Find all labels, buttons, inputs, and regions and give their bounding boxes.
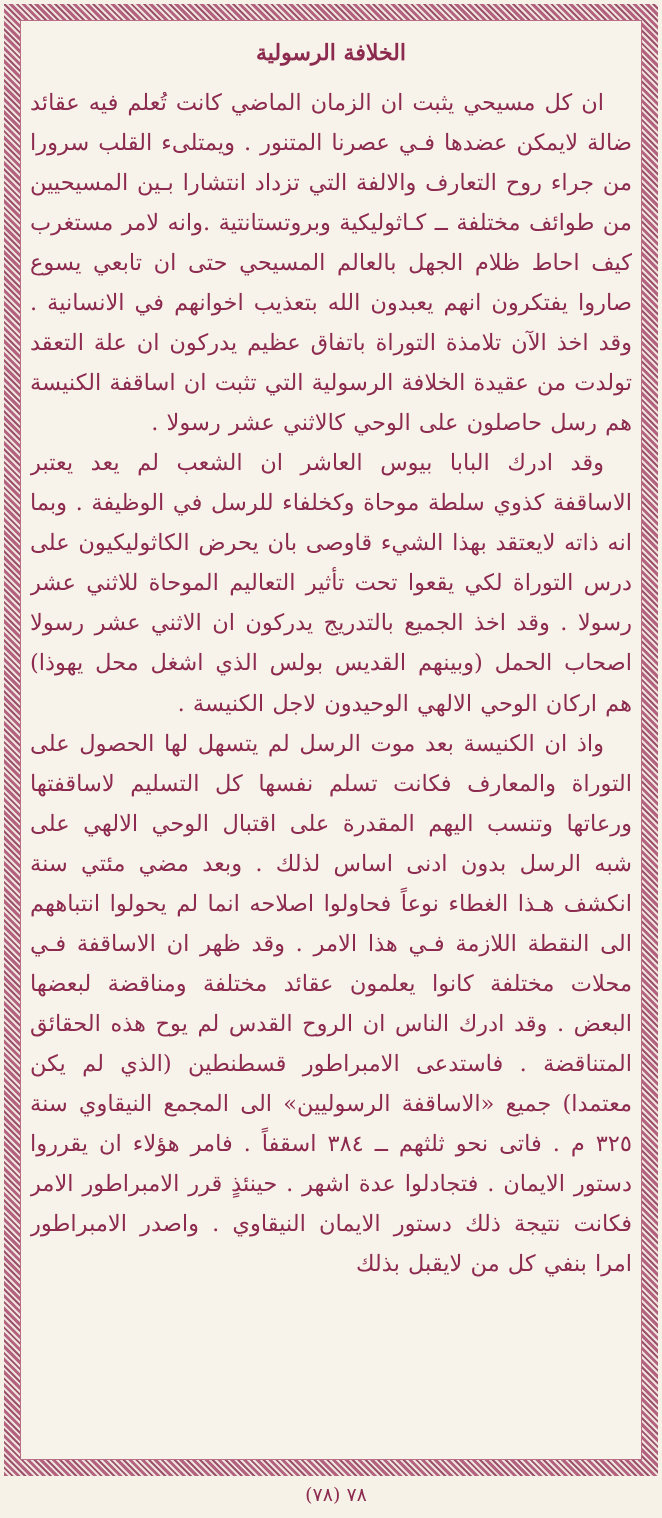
page-number-plain: ٧٨ <box>346 1484 367 1506</box>
page-title: الخلافة الرسولية <box>255 40 406 66</box>
paragraph-1: ان كل مسيحي يثبت ان الزمان الماضي كانت تُعلم فيه عقائد ضالة لايمكن عضدها فـي عصرنا المتنور . ويمتلىء القلب سرورا من جراء روح التعارف والالفة التي تزداد انتشارا بـين المسيحيين من طوائف مختلفة ــ كـاثوليكية وبروتستانتية .وانه لامر مستغرب كيف احاط ظلام الجهل بالعالم المسيحي حتى ان تابعي يسوع صاروا يفتكرون انهم يعبدون الله بتعذيب اخوانهم في الانسانية . وقد اخذ الآن تلامذة التوراة باتفاق عظيم يدركون ان علة التعقد تولدت من عقيدة الخلافة الرسولية التي تثبت ان اساقفة الكنيسة هم رسل حاصلون على الوحي كالاثني عشر رسولا . <box>30 89 632 437</box>
page-number-parenthesized: (٧٨) <box>305 1484 341 1506</box>
page-number <box>0 1484 662 1506</box>
page-content <box>30 28 632 1448</box>
paragraph-2: وقد ادرك البابا بيوس العاشر ان الشعب لم يعد يعتبر الاساقفة كذوي سلطة موحاة وكخلفاء للرسل في الوظيفة . وبما انه ذاته لايعتقد بهذا الشيء قاوصى بان يحرض الكاثوليكيون على درس التوراة لكي يقعوا تحت تأثير التعاليم الموحاة للاثني عشر رسولا . وقد اخذ الجميع بالتدريج يدركون ان الاثني عشر رسولا اصحاب الحمل (وبينهم القديس بولس الذي اشغل محل يهوذا) هم اركان الوحي الالهي الوحيدون لاجل الكنيسة . <box>30 450 632 717</box>
paragraph-3: واذ ان الكنيسة بعد موت الرسل لم يتسهل لها الحصول على التوراة والمعارف فكانت تسلم نفسها كل التسليم لاساقفتها ورعاتها وتنسب اليهم المقدرة على اقتبال الوحي الالهي على شبه الرسل بدون ادنى اساس لذلك . وبعد مضي مئتي سنة انكشف هـذا الغطاء نوعاً فحاولوا اصلاحه انما لم يحولوا انتباههم الى النقطة اللازمة فـي هذا الامر . وقد ظهر ان الاساقفة فـي محلات مختلفة كانوا يعلمون عقائد مختلفة ومناقضة لبعضها البعض . وقد ادرك الناس ان الروح القدس لم يوح هذه الحقائق المتناقضة . فاستدعى الامبراطور قسطنطين (الذي لم يكن معتمدا) جميع «الاساقفة الرسوليين» الى المجمع النيقاوي سنة ٣٢٥ م . فاتى نحو ثلثهم ــ ٣٨٤ اسقفاً . فامر هؤلاء ان يقرروا دستور الايمان . فتجادلوا عدة اشهر . حينئذٍ قرر الامبراطور الامر فكانت نتيجة ذلك دستور الايمان النيقاوي . واصدر الامبراطور امرا بنفي كل من لايقبل بذلك <box>30 730 632 1278</box>
